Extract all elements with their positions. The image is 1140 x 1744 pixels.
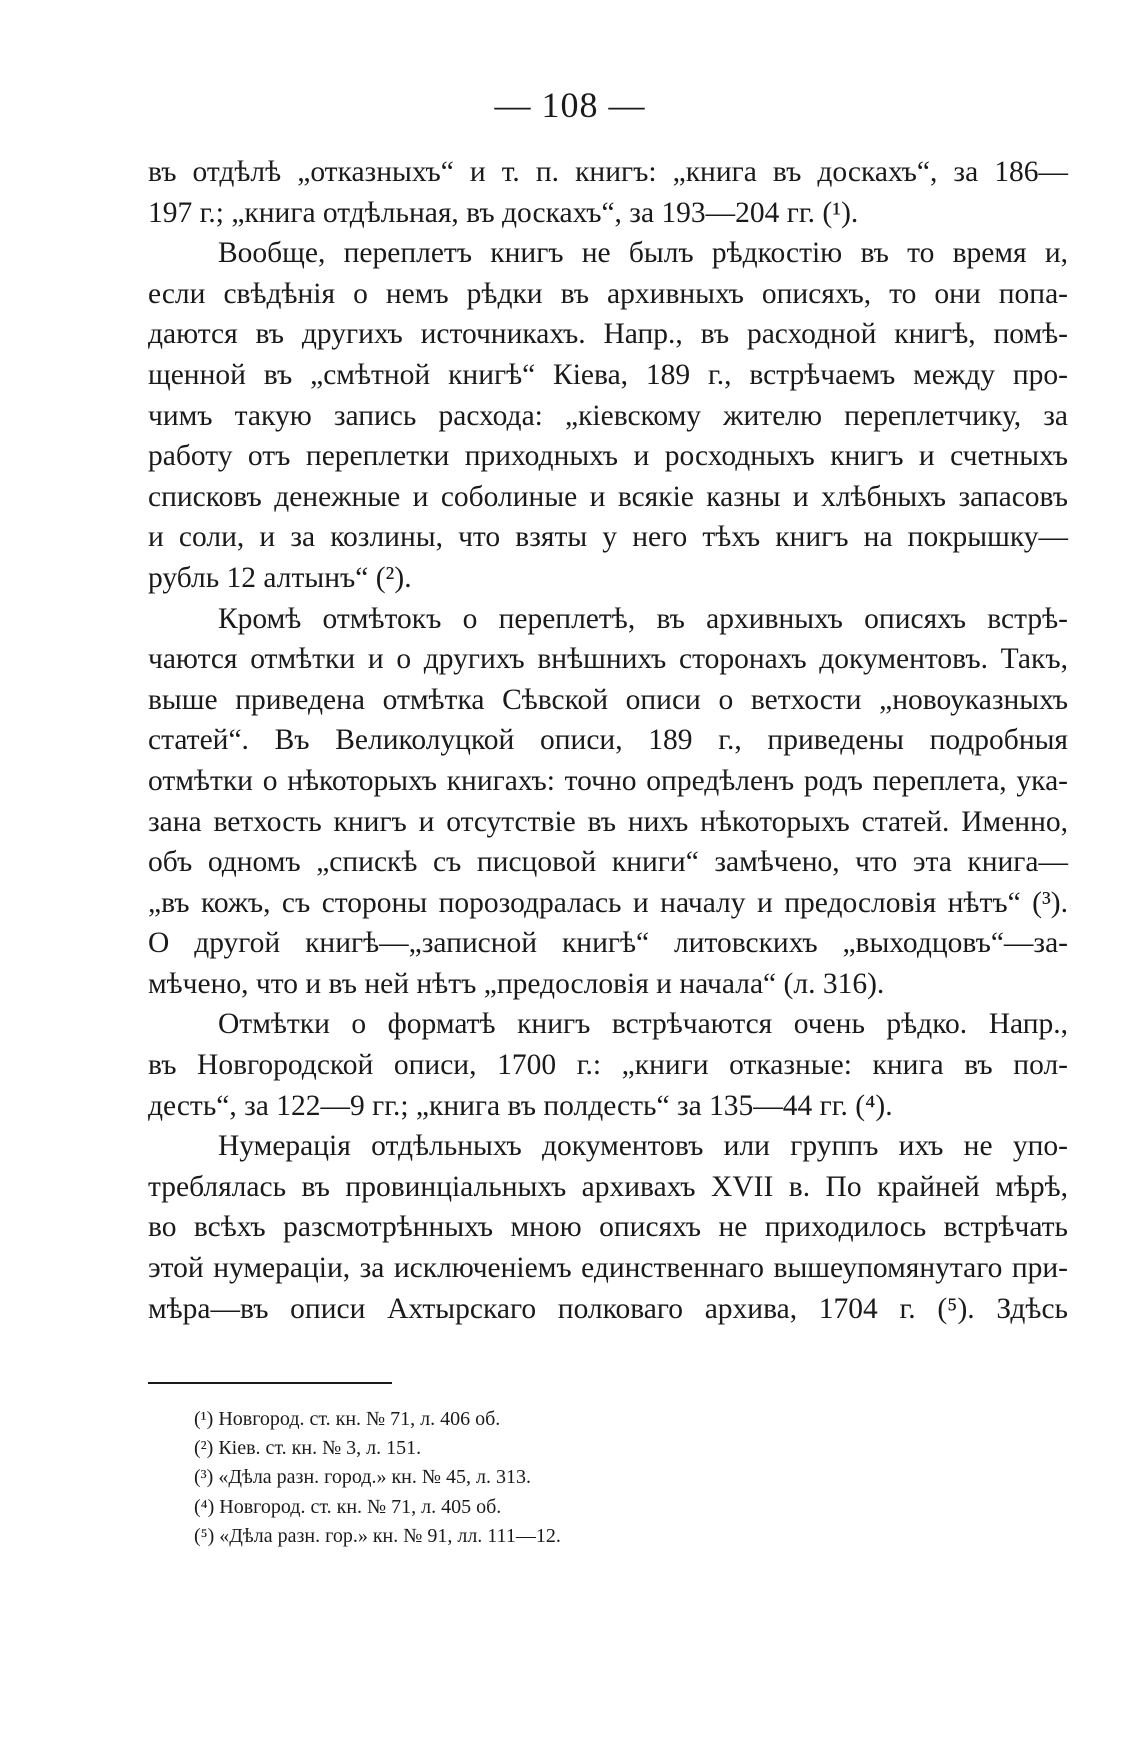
text-line: чимъ такую запись расхода: „кіевскому жителю переплетчику, за — [148, 399, 1068, 432]
paragraph-start-line: Нумерація отдѣльныхъ документовъ или группъ ихъ не упо- — [218, 1130, 1068, 1163]
footnotes — [194, 1405, 894, 1551]
text-line: 197 г.; „книга отдѣльная, въ доскахъ“, за 193—204 гг. (¹). — [148, 196, 859, 229]
text-line: работу отъ переплетки приходныхъ и росходныхъ книгъ и счетныхъ — [148, 440, 1068, 473]
text-line: въ Новгородской описи, 1700 г.: „книги отказные: книга въ пол- — [148, 1049, 1068, 1082]
text-line: щенной въ „смѣтной книгѣ“ Кіева, 189 г., встрѣчаемъ между про- — [148, 358, 1068, 391]
text-line: десть“, за 122—9 гг.; „книга въ полдесть“ за 135—44 гг. (⁴). — [148, 1089, 893, 1122]
text-line: и соли, и за козлины, что взяты у него тѣхъ книгъ на покрышку— — [148, 521, 1068, 554]
text-line: списковъ денежные и соболиные и всякіе казны и хлѣбныхъ запасовъ — [148, 480, 1068, 513]
text-line: треблялась въ провинціальныхъ архивахъ XVII в. По крайней мѣрѣ, — [148, 1170, 1068, 1203]
footnote: (¹) Новгород. ст. кн. № 71, л. 406 об. — [194, 1408, 501, 1430]
text-line: статей“. Въ Великолуцкой описи, 189 г., приведены подробныя — [148, 724, 1068, 757]
paragraph-start-line: Кромѣ отмѣтокъ о переплетѣ, въ архивныхъ описяхъ встрѣ- — [218, 602, 1068, 635]
footnote: (²) Кiев. ст. кн. № 3, л. 151. — [194, 1437, 422, 1460]
footnote: (⁵) «Дѣла разн. гор.» кн. № 91, лл. 111—12. — [194, 1524, 561, 1547]
text-line: чаются отмѣтки и о другихъ внѣшнихъ сторонахъ документовъ. Такъ, — [148, 643, 1068, 676]
text-line: даются въ другихъ источникахъ. Напр., въ расходной книгѣ, помѣ- — [148, 318, 1068, 351]
page-number: — 108 — — [494, 85, 646, 125]
text-line: объ одномъ „спискѣ съ писцовой книги“ замѣчено, что эта книга— — [148, 846, 1068, 879]
text-line: этой нумераціи, за исключеніемъ единственнаго вышеупомянутаго при- — [148, 1252, 1068, 1285]
footnote: (⁴) Новгород. ст. кн. № 71, л. 405 об. — [194, 1495, 502, 1518]
text-line: во всѣхъ разсмотрѣнныхъ мною описяхъ не приходилось встрѣчать — [148, 1211, 1068, 1244]
text-line: мѣра—въ описи Ахтырскаго полковаго архива, 1704 г. (⁵). Здѣсь — [148, 1292, 1068, 1325]
text-line: выше приведена отмѣтка Сѣвской описи о ветхости „новоуказныхъ — [148, 683, 1068, 716]
footnote-divider — [148, 1382, 392, 1384]
paragraph-start-line: Вообще, переплетъ книгъ не былъ рѣдкостію въ то время и, — [218, 237, 1068, 270]
footnote: (³) «Дѣла разн. город.» кн. № 45, л. 313. — [194, 1466, 531, 1489]
text-line: зана ветхость книгъ и отсутствіе въ нихъ нѣкоторыхъ статей. Именно, — [148, 805, 1068, 838]
text-line: О другой книгѣ—„записной книгѣ“ литовскихъ „выходцовъ“—за- — [148, 927, 1068, 960]
text-line: рубль 12 алтынъ“ (²). — [148, 561, 412, 594]
text-line: если свѣдѣнія о немъ рѣдки въ архивныхъ описяхъ, то они попа- — [148, 277, 1068, 310]
body-text — [148, 152, 1068, 1329]
paragraph-start-line: Отмѣтки о форматѣ книгъ встрѣчаются очень рѣдко. Напр., — [218, 1008, 1068, 1041]
text-line: мѣчено, что и въ ней нѣтъ „предословія и начала“ (л. 316). — [148, 967, 885, 1000]
text-line: отмѣтки о нѣкоторыхъ книгахъ: точно опредѣленъ родъ переплета, ука- — [148, 764, 1068, 797]
text-line: въ отдѣлѣ „отказныхъ“ и т. п. книгъ: „книга въ доскахъ“, за 186— — [148, 156, 1068, 188]
text-line: „въ кожъ, съ стороны порозодралась и началу и предословія нѣтъ“ (³). — [148, 886, 1068, 919]
